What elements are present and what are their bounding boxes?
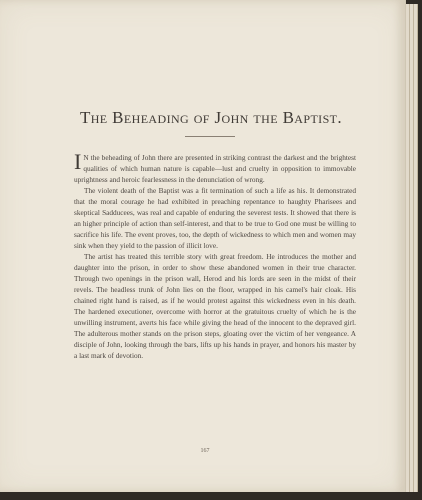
- page-title: The Beheading of John the Baptist.: [79, 108, 343, 127]
- page-edge: [414, 4, 418, 492]
- drop-cap: I: [74, 149, 82, 174]
- paragraph-3: The artist has treated this terrible story with great freedom. He introduces the mother and daughter into the prison, in order to show these abandoned women in their true character. Through two openings in the prison wall, Herod and his lords are seen in the midst of their revels. The headless trunk of John lies on the floor, wrapped in his camel's hair cloak. His chained right hand is raised, as if he would protest against this wickedness even in his death. The hardened executioner, overcome with horror at the gratuitous cruelty of which he is the unwilling instrument, averts his face while giving the head of the innocent to the depraved girl. The adulterous mother stands on the prison steps, gloating over the victim of her vengeance. A disciple of John, looking through the bars, lifts up his hands in prayer, and honors his master by a last mark of devotion.: [74, 252, 356, 360]
- title-divider: [185, 136, 235, 137]
- page-number: 167: [200, 448, 210, 454]
- paragraph-2: The violent death of the Baptist was a fit termination of such a life as his. It demonstrated that the moral courage he had exhibited in preaching repentance to haughty Pharisees and skeptical Sadducees, was real and capable of enduring the severest tests. It showed that there is an higher principle of action than self-interest, and that to be true to God one must be willing to sacrifice his life. The event proves, too, the depth of wickedness to which men and women may sink when they yield to the passion of illicit love.: [74, 186, 356, 250]
- paragraph-1: [74, 149, 356, 185]
- paragraph-1-text: N the beheading of John there are presented in striking contrast the darkest and the brightest qualities of which human nature is capable—lust and cruelty in opposition to immovable uprightness and heroic fearlessness in the denunciation of wrong.: [74, 153, 356, 184]
- article-body: [74, 149, 356, 361]
